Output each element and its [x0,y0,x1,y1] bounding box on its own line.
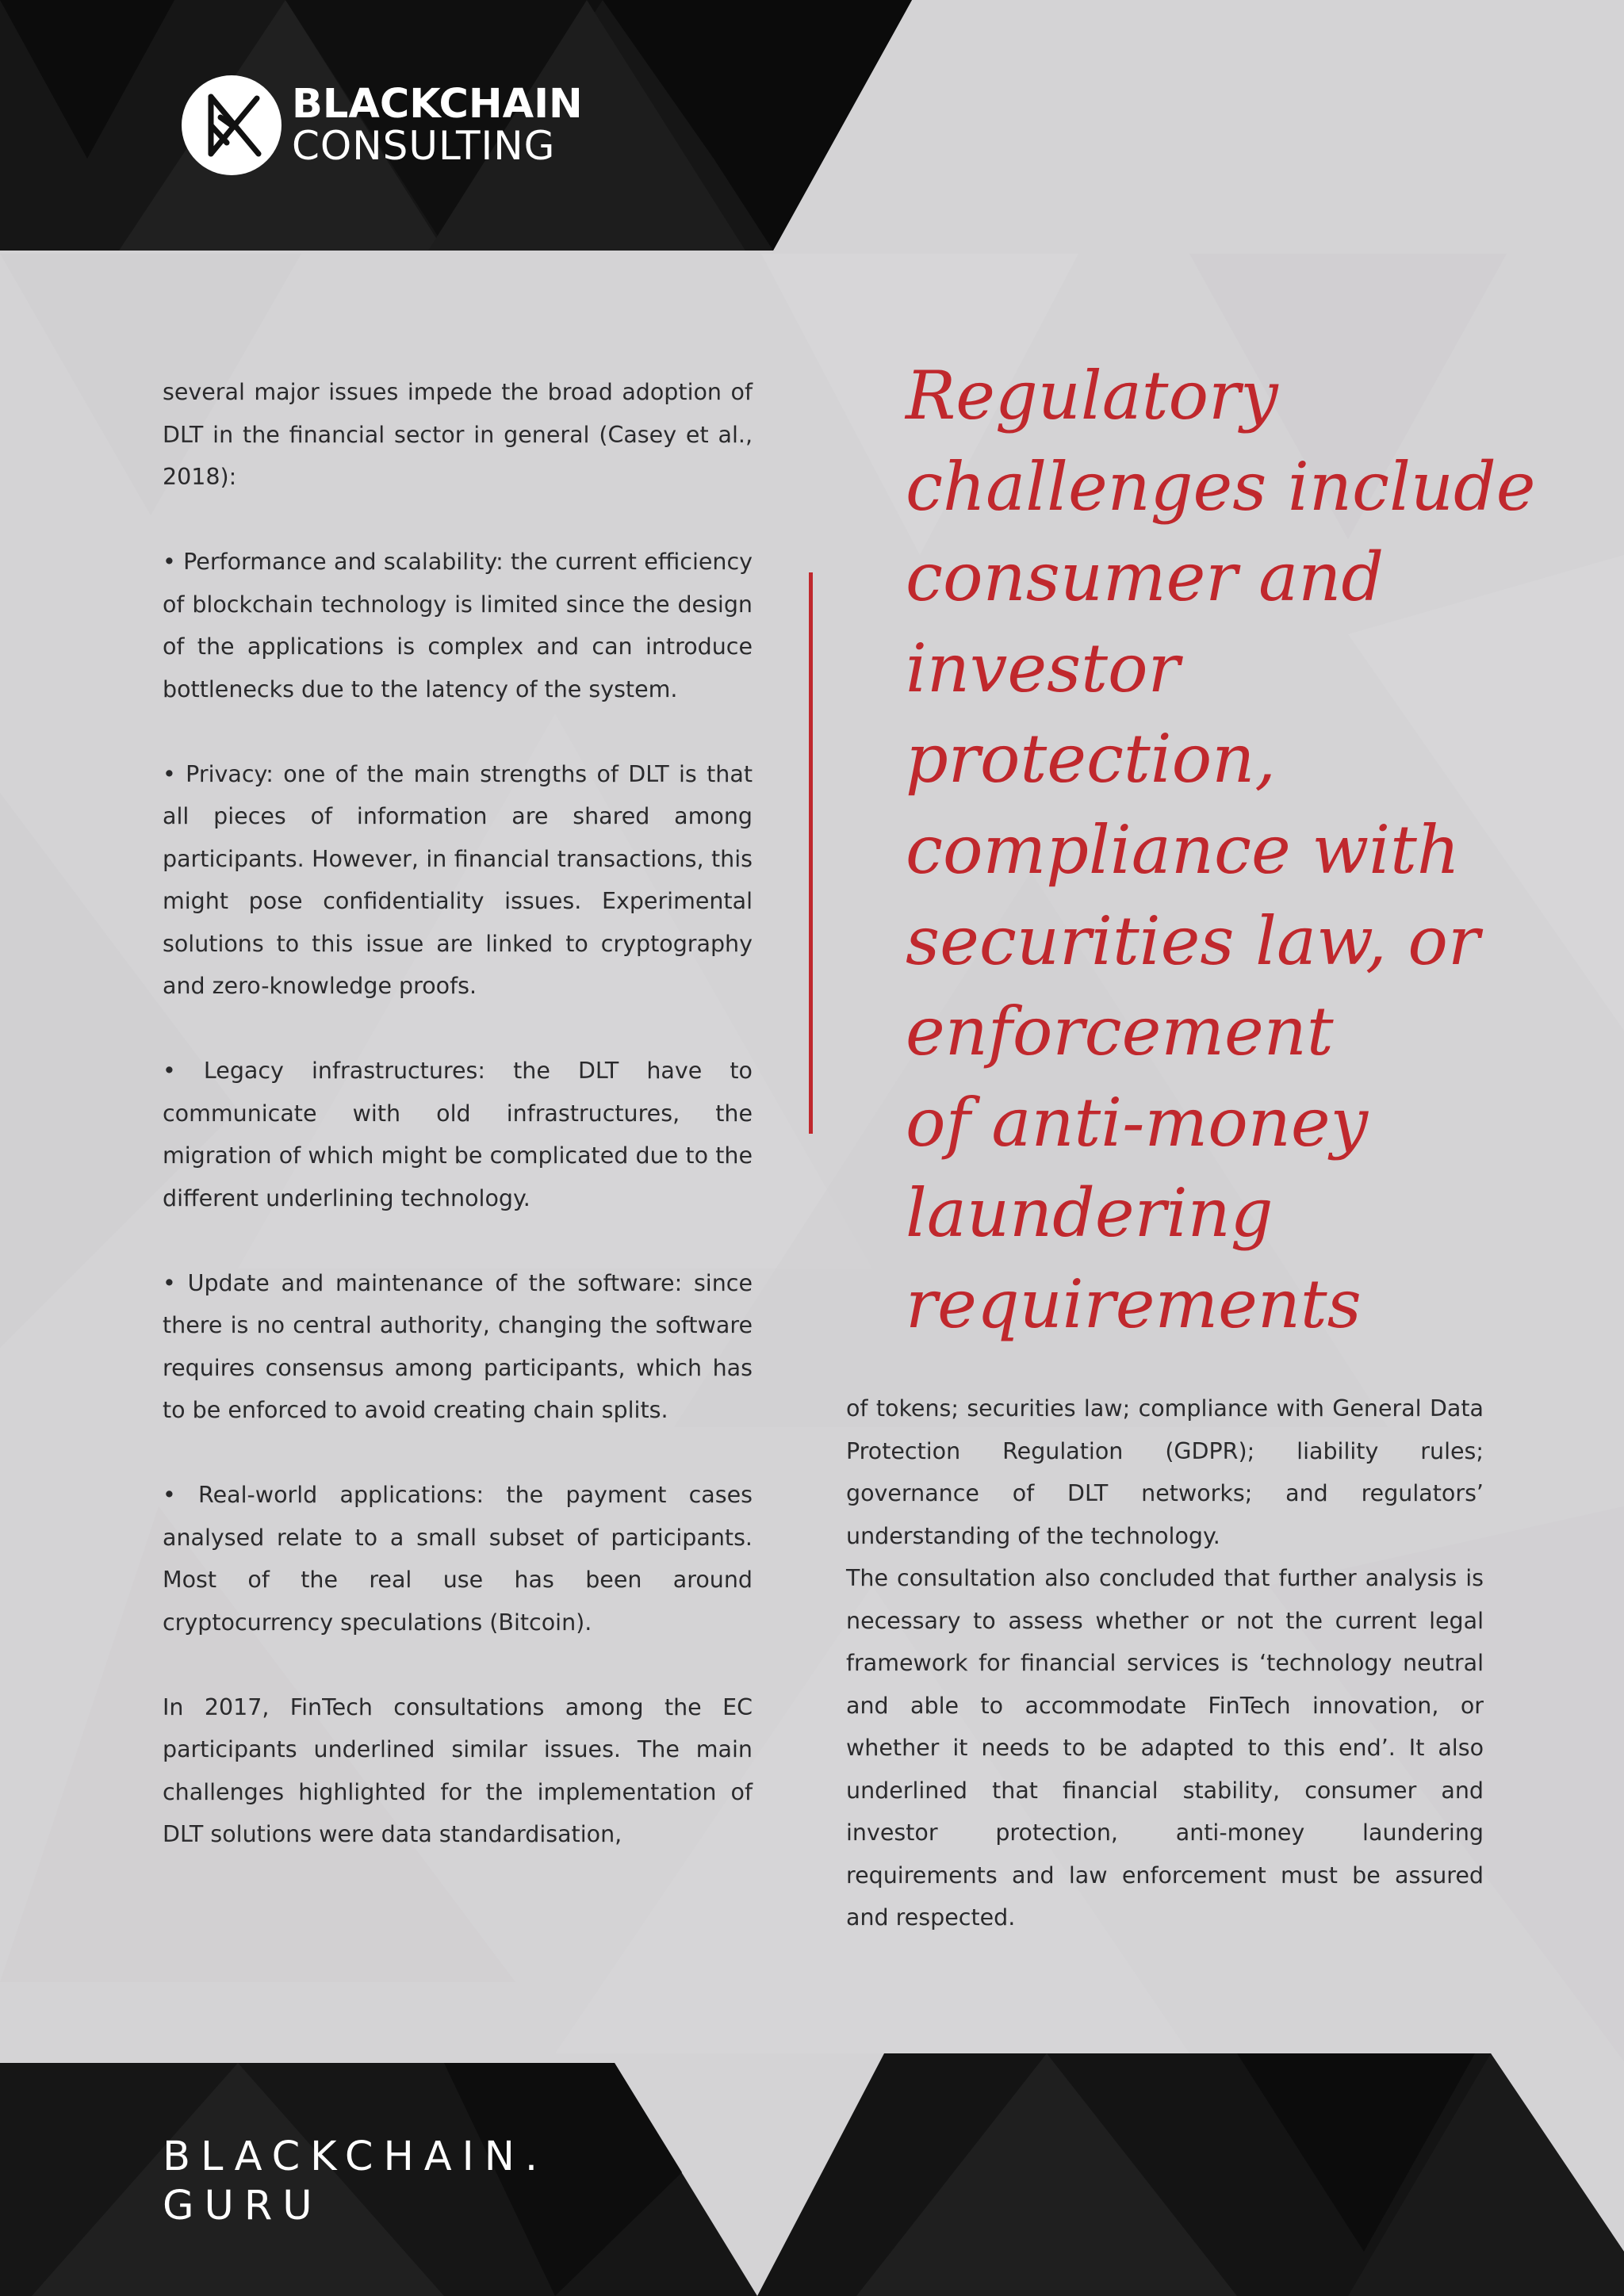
bullet-real-world: • Real-world applications: the payment cases analysed relate to a small subset of participants. Most of the real use has been around cryptocurrency speculations (Bitcoin). [163,1482,753,1636]
consultation-paragraph: The consultation also concluded that further analysis is necessary to assess whether or not the current legal framework for financial services is ‘technology neutral and able to accommodate FinTech innovation, or whether it needs to be adapted to this end’. It also underlined that financial stability, consumer and investor protection, anti-money laundering requirements and law enforcement must be assured and respected. [846,1565,1484,1931]
brand-name-line2: CONSULTING [292,123,556,169]
bullet-legacy: • Legacy infrastructures: the DLT have to communicate with old infrastructures, the migration of which might be complicated due to the different underlining technology. [163,1058,753,1211]
footer-line2: GURU [163,2183,323,2229]
brand-logo[interactable] [181,75,583,176]
pull-quote-line: challenges include [906,447,1536,526]
pull-quote-line: of anti-money [906,1083,1369,1161]
brand-name-line1: BLACKCHAIN [292,81,583,128]
footer-site-link[interactable] [163,2133,548,2231]
bullet-performance: • Performance and scalability: the current efficiency of blockchain technology is limited since the design of the applications is complex and can introduce bottlenecks due to the latency of the system. [163,549,753,702]
tokens-paragraph: of tokens; securities law; compliance with General Data Protection Regulation (GDPR); liability rules; governance of DLT networks; and regulators’ understanding of the technology. [846,1395,1484,1549]
pull-quote [906,350,1588,1350]
pull-quote-line: laundering [906,1174,1274,1253]
pull-quote-line: Regulatory [906,357,1278,434]
pull-quote-line: compliance with [906,810,1461,889]
pull-quote-rule [809,572,813,1134]
footer-line1: BLACKCHAIN. [163,2133,549,2180]
fintech-paragraph: In 2017, FinTech consultations among the EC participants underlined similar issues. The main challenges highlighted for the implementation of DLT solutions were data standardisation, [163,1693,753,1847]
pull-quote-line: enforcement [906,993,1334,1071]
blackchain-logo-icon [181,75,282,176]
pull-quote-line: requirements [906,1265,1362,1343]
pull-quote-line: investor [906,629,1180,707]
left-text-column [163,371,753,1898]
bullet-privacy: • Privacy: one of the main strengths of DLT is that all pieces of information are shared among participants. However, in financial transactions, this might pose confidentiality issues. Experimental solutions to this issue are linked to cryptography and zero-knowledge proofs. [163,760,753,999]
pull-quote-line: securities law, or [906,901,1480,980]
bullet-update: • Update and maintenance of the software: since there is no central authority, changing the software requires consensus among participants, which has to be enforced to avoid creating chain splits. [163,1269,753,1423]
pull-quote-line: protection, [906,720,1277,798]
intro-paragraph: several major issues impede the broad adoption of DLT in the financial sector in general (Casey et al., 2018): [163,379,753,490]
pull-quote-line: consumer and [906,538,1385,617]
right-text-column [846,1387,1484,1939]
brand-wordmark [292,81,583,169]
